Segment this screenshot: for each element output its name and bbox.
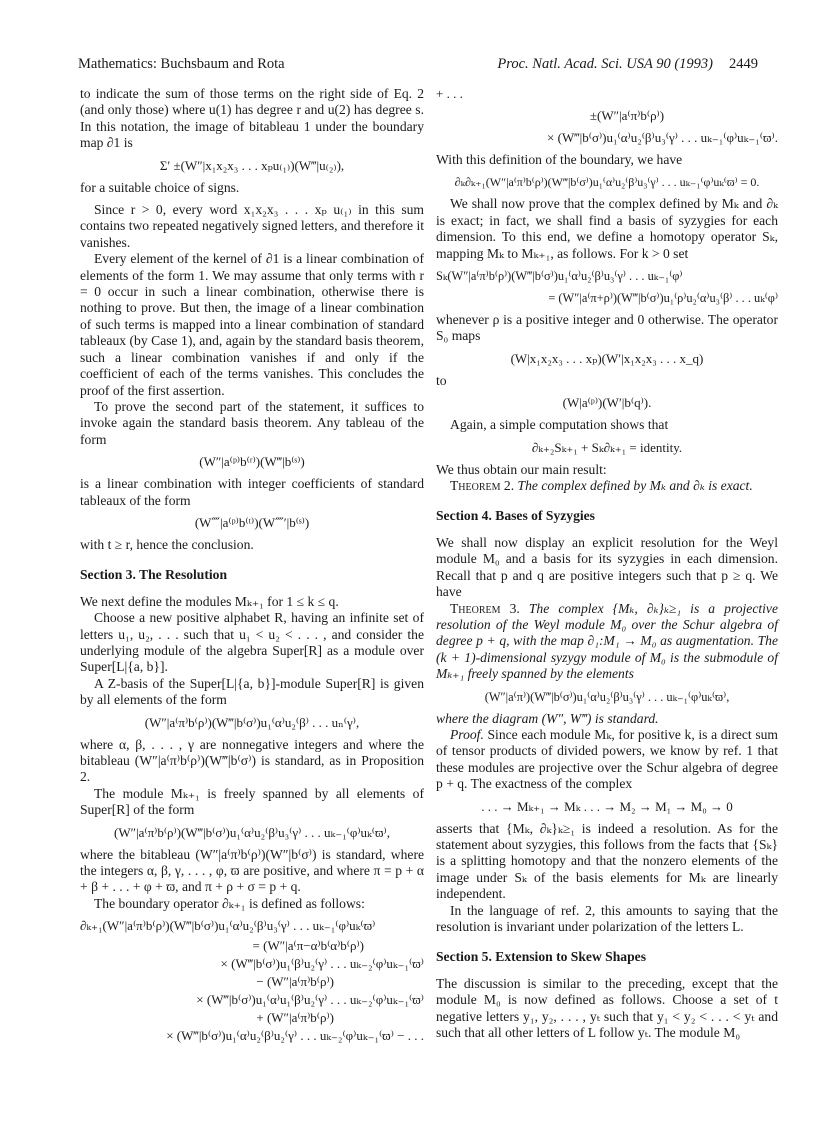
paragraph: We next define the modules Mₖ₊₁ for 1 ≤ k ≤ q.: [80, 593, 339, 609]
section-heading: Section 4. Bases of Syzygies: [436, 508, 595, 524]
paragraph: We shall now display an explicit resolution for the Weyl module M₀ and a basis for its syzygies in each dimension. Recall that p and q are positive integers such that p ≥ q. We have: [436, 534, 778, 600]
page-number: 2449: [729, 56, 758, 72]
paragraph: Again, a simple computation shows that: [450, 417, 669, 433]
paragraph: The boundary operator ∂ₖ₊₁ is defined as follows:: [94, 895, 365, 911]
theorem-label: Theorem 2.: [450, 478, 515, 494]
theorem-statement: The complex {Mₖ, ∂ₖ}ₖ≥₁ is a projective resolution of the Weyl module M₀ over the Schur algebra of degree p + q, with the map ∂₁:M₁ → M₀ as augmentation. The (k + 1)-dimensional syzygy module of M₀ is the submodule of Mₖ₊₁ freely spanned by the elements: [436, 600, 778, 682]
paragraph: for a suitable choice of signs.: [80, 179, 240, 195]
paragraph: where the bitableau (W″|a⁽π⁾b⁽ρ⁾)(W″|b⁽σ⁾) is standard, where the integers α, β, γ, . . . , φ, ϖ are positive, and where π = p + α + β + . . . + φ + ϖ, and π + ρ + σ = p + q.: [80, 846, 424, 895]
theorem-statement: The complex defined by Mₖ and ∂ₖ is exact.: [517, 478, 753, 494]
equation: (W|x₁x₂x₃ . . . xₚ)(W′|x₁x₂x₃ . . . x_q): [510, 350, 704, 366]
equation: + (W″|a⁽π⁾b⁽ρ⁾): [256, 1010, 334, 1026]
proof: [436, 727, 778, 793]
page-header: [78, 56, 758, 76]
right-column: [436, 86, 778, 1041]
paragraph: Choose a new positive alphabet R, having an infinite set of letters u₁, u₂, . . . such that u₁ < u₂ < . . . , and consider the underlying module of the algebra Super[R] as a module over Super[L|{a, b}].: [80, 610, 424, 675]
paragraph: is a linear combination with integer coefficients of standard tableaux of the form: [80, 476, 424, 508]
theorem-label: Theorem 3.: [450, 600, 520, 616]
equation: ∂ₖ∂ₖ₊₁(W″|a⁽π⁾b⁽ρ⁾)(W‴|b⁽σ⁾)u₁⁽α⁾u₂⁽β⁾u₃⁽γ⁾ . . . uₖ₋₁⁽φ⁾uₖ⁽ϖ⁾ = 0.: [454, 175, 760, 190]
theorem-2: [436, 478, 778, 494]
paragraph: to: [436, 372, 447, 388]
left-column: [80, 86, 424, 1046]
equation: × (W‴|b⁽σ⁾)u₁⁽α⁾u₂⁽β⁾u₃⁽γ⁾ . . . uₖ₋₁⁽φ⁾uₖ₋₁⁽ϖ⁾.: [547, 130, 778, 145]
paragraph: where α, β, . . . , γ are nonnegative integers and where the bitableau (W″|a⁽π⁾b⁽ρ⁾)(W‴|b⁽σ⁾) is standard, as in Proposition 2.: [80, 736, 424, 785]
running-head-authors: Mathematics: Buchsbaum and Rota: [78, 56, 285, 72]
paragraph: The discussion is similar to the preceding, except that the module M₀ is now defined as follows. Choose a set of t negative letters y₁, y₂, . . . , yₜ such that y₁ < y₂ < . . . < yₜ and such that all other letters of L follow yₜ. The module M₀: [436, 975, 778, 1041]
equation: (W″|a⁽ᵖ⁾b⁽ʳ⁾)(W‴|b⁽ˢ⁾): [199, 454, 305, 470]
paragraph: Since r > 0, every word x₁x₂x₃ . . . xₚ u₍₁₎ in this sum contains two repeated negatively signed letters, and therefore it vanishes.: [80, 202, 424, 250]
proof-text: Since each module Mₖ, for positive k, is a direct sum of tensor products of divided powers, we know by ref. 1 that these modules are projective over the Schur algebra of degree p + q. The exactness of the complex: [436, 726, 778, 792]
paragraph: asserts that {Mₖ, ∂ₖ}ₖ≥₁ is indeed a resolution. As for the statement about syzygies, this follows from the facts that {Sₖ} is a splitting homotopy and that the nonzero elements of the image under Sₖ of the basis elements for Mₖ are linearly independent.: [436, 820, 778, 902]
equation: = (W″|a⁽π−α⁾b⁽α⁾b⁽ρ⁾): [252, 938, 364, 954]
running-head-journal: [497, 56, 758, 73]
proof-label: Proof.: [450, 726, 484, 742]
equation: (W″|a⁽π⁾b⁽ρ⁾)(W‴|b⁽σ⁾)u₁⁽α⁾u₂⁽β⁾ . . . uₙ⁽γ⁾,: [144, 714, 360, 730]
equation: × (W‴|b⁽σ⁾)u₁⁽β⁾u₂⁽γ⁾ . . . uₖ₋₂⁽φ⁾uₖ₋₁⁽ϖ⁾: [220, 956, 424, 972]
equation: ±(W″|a⁽π⁾b⁽ρ⁾): [589, 108, 665, 123]
equation: (W″|a⁽π⁾b⁽ρ⁾)(W‴|b⁽σ⁾)u₁⁽α⁾u₂⁽β⁾u₃⁽γ⁾ . . . uₖ₋₁⁽φ⁾uₖ⁽ϖ⁾,: [113, 824, 390, 840]
equation: × (W‴|b⁽σ⁾)u₁⁽α⁾u₁⁽β⁾u₂⁽γ⁾ . . . uₖ₋₂⁽φ⁾uₖ₋₁⁽ϖ⁾: [196, 992, 424, 1008]
paragraph: With this definition of the boundary, we have: [436, 152, 683, 167]
equation: . . . → Mₖ₊₁ → Mₖ . . . → M₂ → M₁ → M₀ → 0: [481, 798, 733, 814]
equation: ∂ₖ₊₂Sₖ₊₁ + Sₖ∂ₖ₊₁ = identity.: [531, 439, 683, 455]
paragraph: A Z-basis of the Super[L|{a, b}]-module Super[R] is given by all elements of the form: [80, 675, 424, 708]
paragraph: To prove the second part of the statement, it suffices to invoke again the standard basis theorem. Any tableau of the form: [80, 398, 424, 447]
equation: + . . .: [436, 86, 463, 101]
paragraph: We thus obtain our main result:: [436, 461, 607, 477]
theorem-3: [436, 601, 778, 683]
paragraph: whenever ρ is a positive integer and 0 otherwise. The operator S₀ maps: [436, 312, 778, 344]
equation: (W⁗|a⁽ᵖ⁾b⁽ᵗ⁾)(W⁗′|b⁽ˢ⁾): [194, 514, 310, 530]
section-heading: Section 5. Extension to Skew Shapes: [436, 949, 646, 965]
equation: ∂ₖ₊₁(W″|a⁽π⁾b⁽ρ⁾)(W‴|b⁽σ⁾)u₁⁽α⁾u₂⁽β⁾u₃⁽γ⁾ . . . uₖ₋₁⁽φ⁾uₖ⁽ϖ⁾: [80, 918, 376, 934]
equation: (W″|a⁽π⁾)(W‴|b⁽σ⁾)u₁⁽α⁾u₂⁽β⁾u₃⁽γ⁾ . . . uₖ₋₁⁽φ⁾uₖ⁽ϖ⁾,: [484, 689, 730, 704]
equation: × (W‴|b⁽σ⁾)u₁⁽α⁾u₂⁽β⁾u₂⁽γ⁾ . . . uₖ₋₂⁽φ⁾uₖ₋₁⁽ϖ⁾ − . . .: [166, 1028, 424, 1044]
equation: Σ′ ±(W″|x₁x₂x₃ . . . xₚu₍₁₎)(W‴|u₍₂₎),: [159, 157, 345, 173]
section-heading: Section 3. The Resolution: [80, 567, 228, 583]
equation: Sₖ(W″|a⁽π⁾b⁽ρ⁾)(W‴|b⁽σ⁾)u₁⁽α⁾u₂⁽β⁾u₃⁽γ⁾ . . . uₖ₋₁⁽φ⁾: [436, 269, 683, 284]
equation: = (W″|a⁽π+ρ⁾)(W‴|b⁽σ⁾)u₁⁽ρ⁾u₂⁽α⁾u₃⁽β⁾ . . . uₖ⁽φ⁾: [548, 291, 778, 306]
journal-citation: Proc. Natl. Acad. Sci. USA 90 (1993): [497, 56, 713, 72]
paragraph: The module Mₖ₊₁ is freely spanned by all elements of Super[R] of the form: [80, 785, 424, 818]
paragraph: to indicate the sum of those terms on the right side of Eq. 2 (and only those) where u(1) has degree r and u(2) has degree s. In this notation, the image of bitableau 1 under the boundary map ∂1 is: [80, 86, 424, 151]
paragraph: with t ≥ r, hence the conclusion.: [80, 536, 254, 552]
paragraph: We shall now prove that the complex defined by Mₖ and ∂ₖ is exact; in fact, we shall find a basis of syzygies for each dimension. To this end, we define a homotopy operator Sₖ, mapping Mₖ to Mₖ₊₁, as follows. For k > 0 set: [436, 196, 778, 261]
equation: − (W″|a⁽π⁾b⁽ρ⁾): [256, 974, 334, 990]
paragraph: Every element of the kernel of ∂1 is a linear combination of elements of the form 1. We may assume that only terms with r = 0 occur in such a linear combination, otherwise there is nothing to prove. But then, the image of a linear combination of such terms is mapped into a linear combination of standard tableaux (by Case 1), and, again by the standard basis theorem, such a linear combination vanishes if and only if the coefficient of each of the terms vanishes. This concludes the proof of the first assertion.: [80, 251, 424, 398]
paragraph: In the language of ref. 2, this amounts to saying that the resolution is invariant under polarization of the letters L.: [436, 902, 778, 934]
paragraph: where the diagram (W″, W‴) is standard.: [436, 710, 659, 726]
equation: (W|a⁽ᵖ⁾)(W′|b⁽q⁾).: [562, 395, 652, 411]
